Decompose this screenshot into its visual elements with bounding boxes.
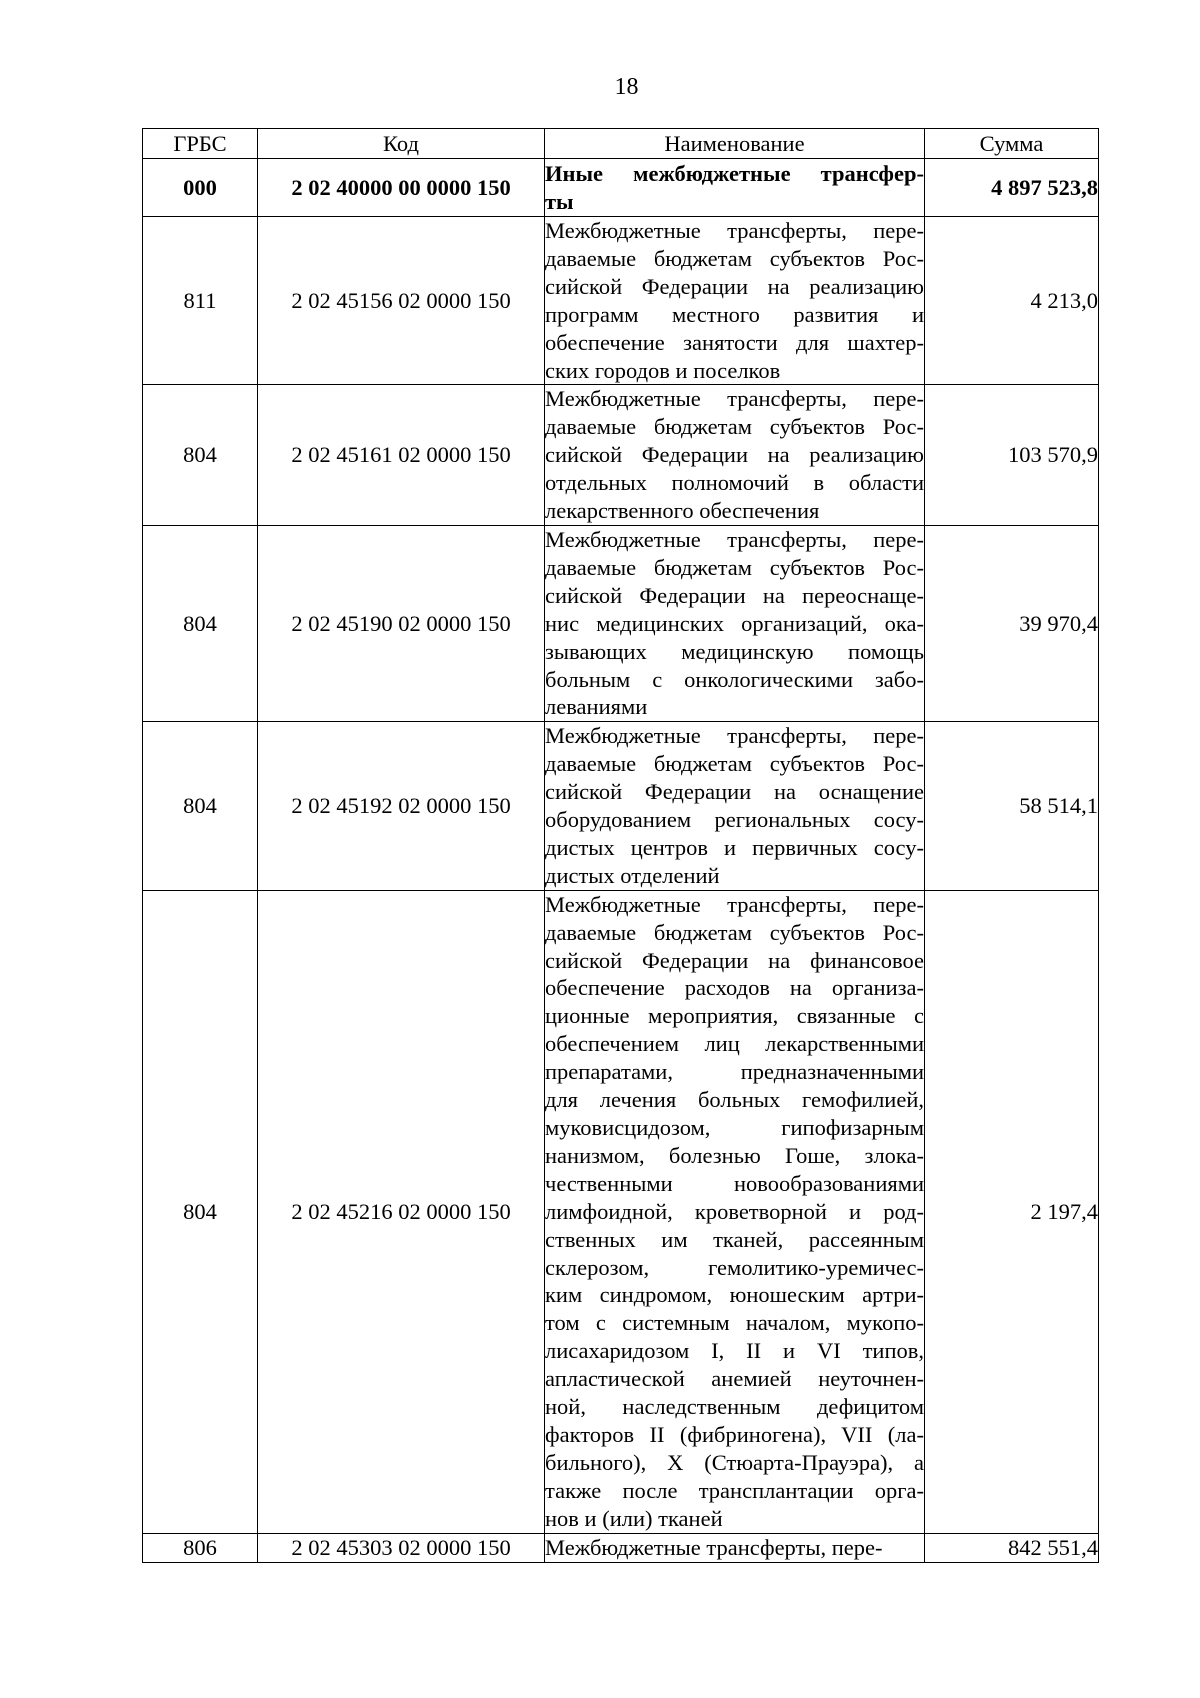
- name-line: для лечения больных гемофилией,: [545, 1087, 924, 1113]
- name-line: склерозом, гемолитико-уремичес-: [545, 1254, 924, 1280]
- table-row: [143, 1533, 1099, 1562]
- name-line: программ местного развития и: [545, 301, 924, 327]
- name-line: даваемые бюджетам субъектов Рос-: [545, 919, 924, 945]
- cell-code: 2 02 40000 00 0000 150: [258, 159, 545, 217]
- name-line: чественными новообразованиями: [545, 1170, 924, 1196]
- name-line: бильного), X (Стюарта-Прауэра), а: [545, 1449, 924, 1475]
- name-line: сийской Федерации на переоснаще-: [545, 582, 924, 608]
- cell-grbs: 804: [143, 525, 258, 721]
- name-line: ким синдромом, юношеским артри-: [545, 1282, 924, 1308]
- name-line: даваемые бюджетам субъектов Рос-: [545, 751, 924, 777]
- header-name: Наименование: [545, 129, 925, 159]
- name-line: обеспечением лиц лекарственными: [545, 1031, 924, 1057]
- page-number: 18: [614, 74, 639, 100]
- name-line: нис медицинских организаций, ока-: [545, 610, 924, 636]
- name-text: [545, 160, 924, 216]
- table-row: [143, 217, 1099, 385]
- name-text: [545, 217, 924, 384]
- cell-sum: 58 514,1: [925, 722, 1099, 890]
- table-header-row: [143, 129, 1099, 159]
- table-row: [143, 890, 1099, 1533]
- table-body: [143, 159, 1099, 1563]
- name-text: [545, 526, 924, 721]
- name-line: обеспечение занятости для шахтер-: [545, 329, 924, 355]
- cell-name: [545, 385, 925, 526]
- name-line: отдельных полномочий в области: [545, 470, 924, 496]
- table-row: [143, 525, 1099, 721]
- cell-sum: 103 570,9: [925, 385, 1099, 526]
- name-line: ной, наследственным дефицитом: [545, 1394, 924, 1420]
- table-row: [143, 159, 1099, 217]
- name-line: ских городов и поселков: [545, 357, 781, 383]
- name-line: нов и (или) тканей: [545, 1505, 723, 1531]
- cell-grbs: 806: [143, 1533, 258, 1562]
- cell-sum: 4 213,0: [925, 217, 1099, 385]
- cell-code: 2 02 45192 02 0000 150: [258, 722, 545, 890]
- cell-code: 2 02 45156 02 0000 150: [258, 217, 545, 385]
- name-line: ционные мероприятия, связанные с: [545, 1003, 924, 1029]
- cell-grbs: 804: [143, 385, 258, 526]
- name-line: Межбюджетные трансферты, пере-: [545, 526, 924, 552]
- header-grbs: ГРБС: [143, 129, 258, 159]
- name-line: сийской Федерации на оснащение: [545, 779, 924, 805]
- name-line: Межбюджетные трансферты, пере-: [545, 386, 924, 412]
- name-line: также после трансплантации орга-: [545, 1477, 924, 1503]
- name-line: ственных им тканей, рассеянным: [545, 1226, 924, 1252]
- cell-sum: 4 897 523,8: [925, 159, 1099, 217]
- name-line: леваниями: [545, 694, 648, 720]
- name-line: Межбюджетные трансферты, пере-: [545, 218, 924, 243]
- name-line: даваемые бюджетам субъектов Рос-: [545, 414, 924, 440]
- header-code: Код: [258, 129, 545, 159]
- cell-grbs: 000: [143, 159, 258, 217]
- table-row: [143, 385, 1099, 526]
- name-line: Иные межбюджетные трансфер-: [545, 160, 924, 186]
- cell-code: 2 02 45303 02 0000 150: [258, 1533, 545, 1562]
- budget-table: [142, 128, 1099, 1563]
- name-text: [545, 891, 924, 1533]
- table-row: [143, 722, 1099, 890]
- name-text: [545, 385, 924, 525]
- name-line: дистых центров и первичных сосу-: [545, 834, 924, 860]
- name-line: Межбюджетные трансферты, пере-: [545, 723, 924, 749]
- name-line: оборудованием региональных сосу-: [545, 807, 924, 833]
- cell-grbs: 811: [143, 217, 258, 385]
- name-line: лисахаридозом I, II и VI типов,: [545, 1338, 924, 1364]
- name-line: препаратами, предназначенными: [545, 1059, 924, 1085]
- name-line: сийской Федерации на реализацию: [545, 442, 924, 468]
- cell-name: [545, 159, 925, 217]
- name-line: дистых отделений: [545, 862, 720, 888]
- name-line: апластической анемией неуточнен-: [545, 1366, 924, 1392]
- name-line: ты: [545, 188, 574, 214]
- cell-grbs: 804: [143, 890, 258, 1533]
- cell-sum: 842 551,4: [925, 1533, 1099, 1562]
- cell-sum: 39 970,4: [925, 525, 1099, 721]
- cell-code: 2 02 45216 02 0000 150: [258, 890, 545, 1533]
- cell-name: [545, 890, 925, 1533]
- name-line: лекарственного обеспечения: [545, 498, 820, 524]
- cell-code: 2 02 45190 02 0000 150: [258, 525, 545, 721]
- name-line: сийской Федерации на реализацию: [545, 273, 924, 299]
- cell-name: [545, 217, 925, 385]
- name-line: сийской Федерации на финансовое: [545, 947, 924, 973]
- name-line: факторов II (фибриногена), VII (ла-: [545, 1421, 924, 1447]
- name-line: Межбюджетные трансферты, пере-: [545, 891, 924, 917]
- name-line: даваемые бюджетам субъектов Рос-: [545, 245, 924, 271]
- cell-name: [545, 1533, 925, 1562]
- cell-sum: 2 197,4: [925, 890, 1099, 1533]
- cell-name: [545, 722, 925, 890]
- name-line: больным с онкологическими забо-: [545, 666, 924, 692]
- name-line: даваемые бюджетам субъектов Рос-: [545, 554, 924, 580]
- name-line: зывающих медицинскую помощь: [545, 638, 924, 664]
- name-line: лимфоидной, кроветворной и род-: [545, 1198, 924, 1224]
- name-line: муковисцидозом, гипофизарным: [545, 1115, 924, 1140]
- cell-grbs: 804: [143, 722, 258, 890]
- cell-code: 2 02 45161 02 0000 150: [258, 385, 545, 526]
- name-line: том с системным началом, мукопо-: [545, 1310, 924, 1336]
- header-sum: Сумма: [925, 129, 1099, 159]
- cell-name: [545, 525, 925, 721]
- name-line: Межбюджетные трансферты, пере-: [545, 1534, 883, 1560]
- name-text: [545, 722, 924, 889]
- name-text: [545, 1534, 924, 1562]
- name-line: нанизмом, болезнью Гоше, злока-: [545, 1142, 924, 1168]
- name-line: обеспечение расходов на организа-: [545, 975, 924, 1001]
